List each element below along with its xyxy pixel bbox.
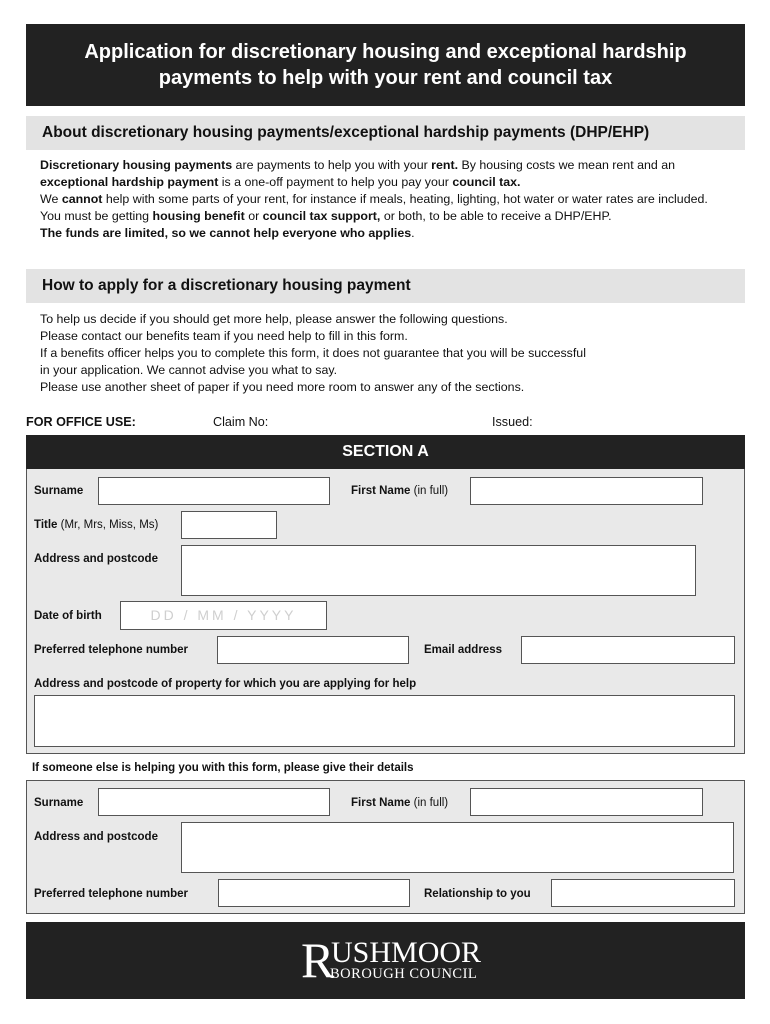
how-to-apply-line: Please contact our benefits team if you need help to fill in this form.	[40, 329, 408, 343]
helper-telephone-input[interactable]	[218, 879, 410, 907]
date-of-birth-label: Date of birth	[34, 610, 102, 622]
title-label: Title (Mr, Mrs, Miss, Ms)	[34, 519, 159, 531]
how-to-apply-line: To help us decide if you should get more help, please answer the following questions.	[40, 312, 508, 326]
how-to-apply-line: If a benefits officer helps you to complete this form, it does not guarantee that you will be successful	[40, 346, 586, 360]
address-label: Address and postcode	[34, 553, 158, 565]
date-of-birth-input[interactable]	[120, 601, 327, 630]
footer-banner	[26, 922, 745, 999]
email-label: Email address	[424, 644, 502, 656]
logo-wordmark: USHMOOR	[331, 936, 482, 969]
property-address-label: Address and postcode of property for which you are applying for help	[34, 678, 417, 690]
relationship-label: Relationship to you	[424, 888, 531, 900]
telephone-label: Preferred telephone number	[34, 644, 189, 656]
telephone-input[interactable]	[217, 636, 409, 664]
helper-note: If someone else is helping you with this form, please give their details	[32, 762, 414, 774]
section-a-heading: SECTION A	[26, 435, 745, 469]
about-paragraph-1: Discretionary housing payments are payments to help you with your rent. By housing costs we mean rent and an exceptional hardship payment is a one-off payment to help you pay your council tax.	[40, 158, 675, 189]
office-use-label: FOR OFFICE USE:	[26, 415, 136, 429]
office-use-row	[26, 414, 745, 430]
helper-surname-input[interactable]	[98, 788, 330, 816]
form-title-line-2: payments to help with your rent and council tax	[158, 67, 613, 89]
first-name-input[interactable]	[470, 477, 703, 505]
address-input[interactable]	[181, 545, 696, 596]
about-paragraph-4: The funds are limited, so we cannot help everyone who applies.	[40, 226, 415, 240]
about-text	[40, 157, 740, 242]
form-title-banner	[26, 24, 745, 106]
helper-telephone-label: Preferred telephone number	[34, 888, 189, 900]
rushmoor-logo	[301, 932, 531, 988]
how-to-apply-heading: How to apply for a discretionary housing payment	[26, 269, 745, 303]
property-address-input[interactable]	[34, 695, 735, 747]
logo-subtitle: BOROUGH COUNCIL	[330, 966, 478, 982]
helper-first-name-input[interactable]	[470, 788, 703, 816]
how-to-apply-line: in your application. We cannot advise you what to say.	[40, 363, 338, 377]
relationship-input[interactable]	[551, 879, 735, 907]
date-of-birth-placeholder: DD / MM / YYYY	[150, 607, 297, 623]
about-heading: About discretionary housing payments/exceptional hardship payments (DHP/EHP)	[26, 116, 745, 150]
email-input[interactable]	[521, 636, 735, 664]
about-paragraph-3: You must be getting housing benefit or council tax support, or both, to be able to receive a DHP/EHP.	[40, 209, 612, 223]
how-to-apply-text	[40, 311, 740, 396]
issued-label: Issued:	[492, 415, 533, 429]
how-to-apply-line: Please use another sheet of paper if you need more room to answer any of the sections.	[40, 380, 525, 394]
form-title-line-1: Application for discretionary housing and exceptional hardship	[84, 41, 687, 63]
title-input[interactable]	[181, 511, 277, 539]
first-name-label: First Name (in full)	[351, 485, 449, 497]
helper-surname-label: Surname	[34, 797, 84, 809]
surname-label: Surname	[34, 485, 84, 497]
surname-input[interactable]	[98, 477, 330, 505]
helper-address-input[interactable]	[181, 822, 734, 873]
helper-first-name-label: First Name (in full)	[351, 797, 449, 809]
claim-number-label: Claim No:	[213, 415, 269, 429]
about-paragraph-2: We cannot help with some parts of your rent, for instance if meals, heating, lighting, hot water or water rates are included.	[40, 192, 708, 206]
helper-address-label: Address and postcode	[34, 831, 158, 843]
logo-initial: R	[301, 932, 335, 988]
